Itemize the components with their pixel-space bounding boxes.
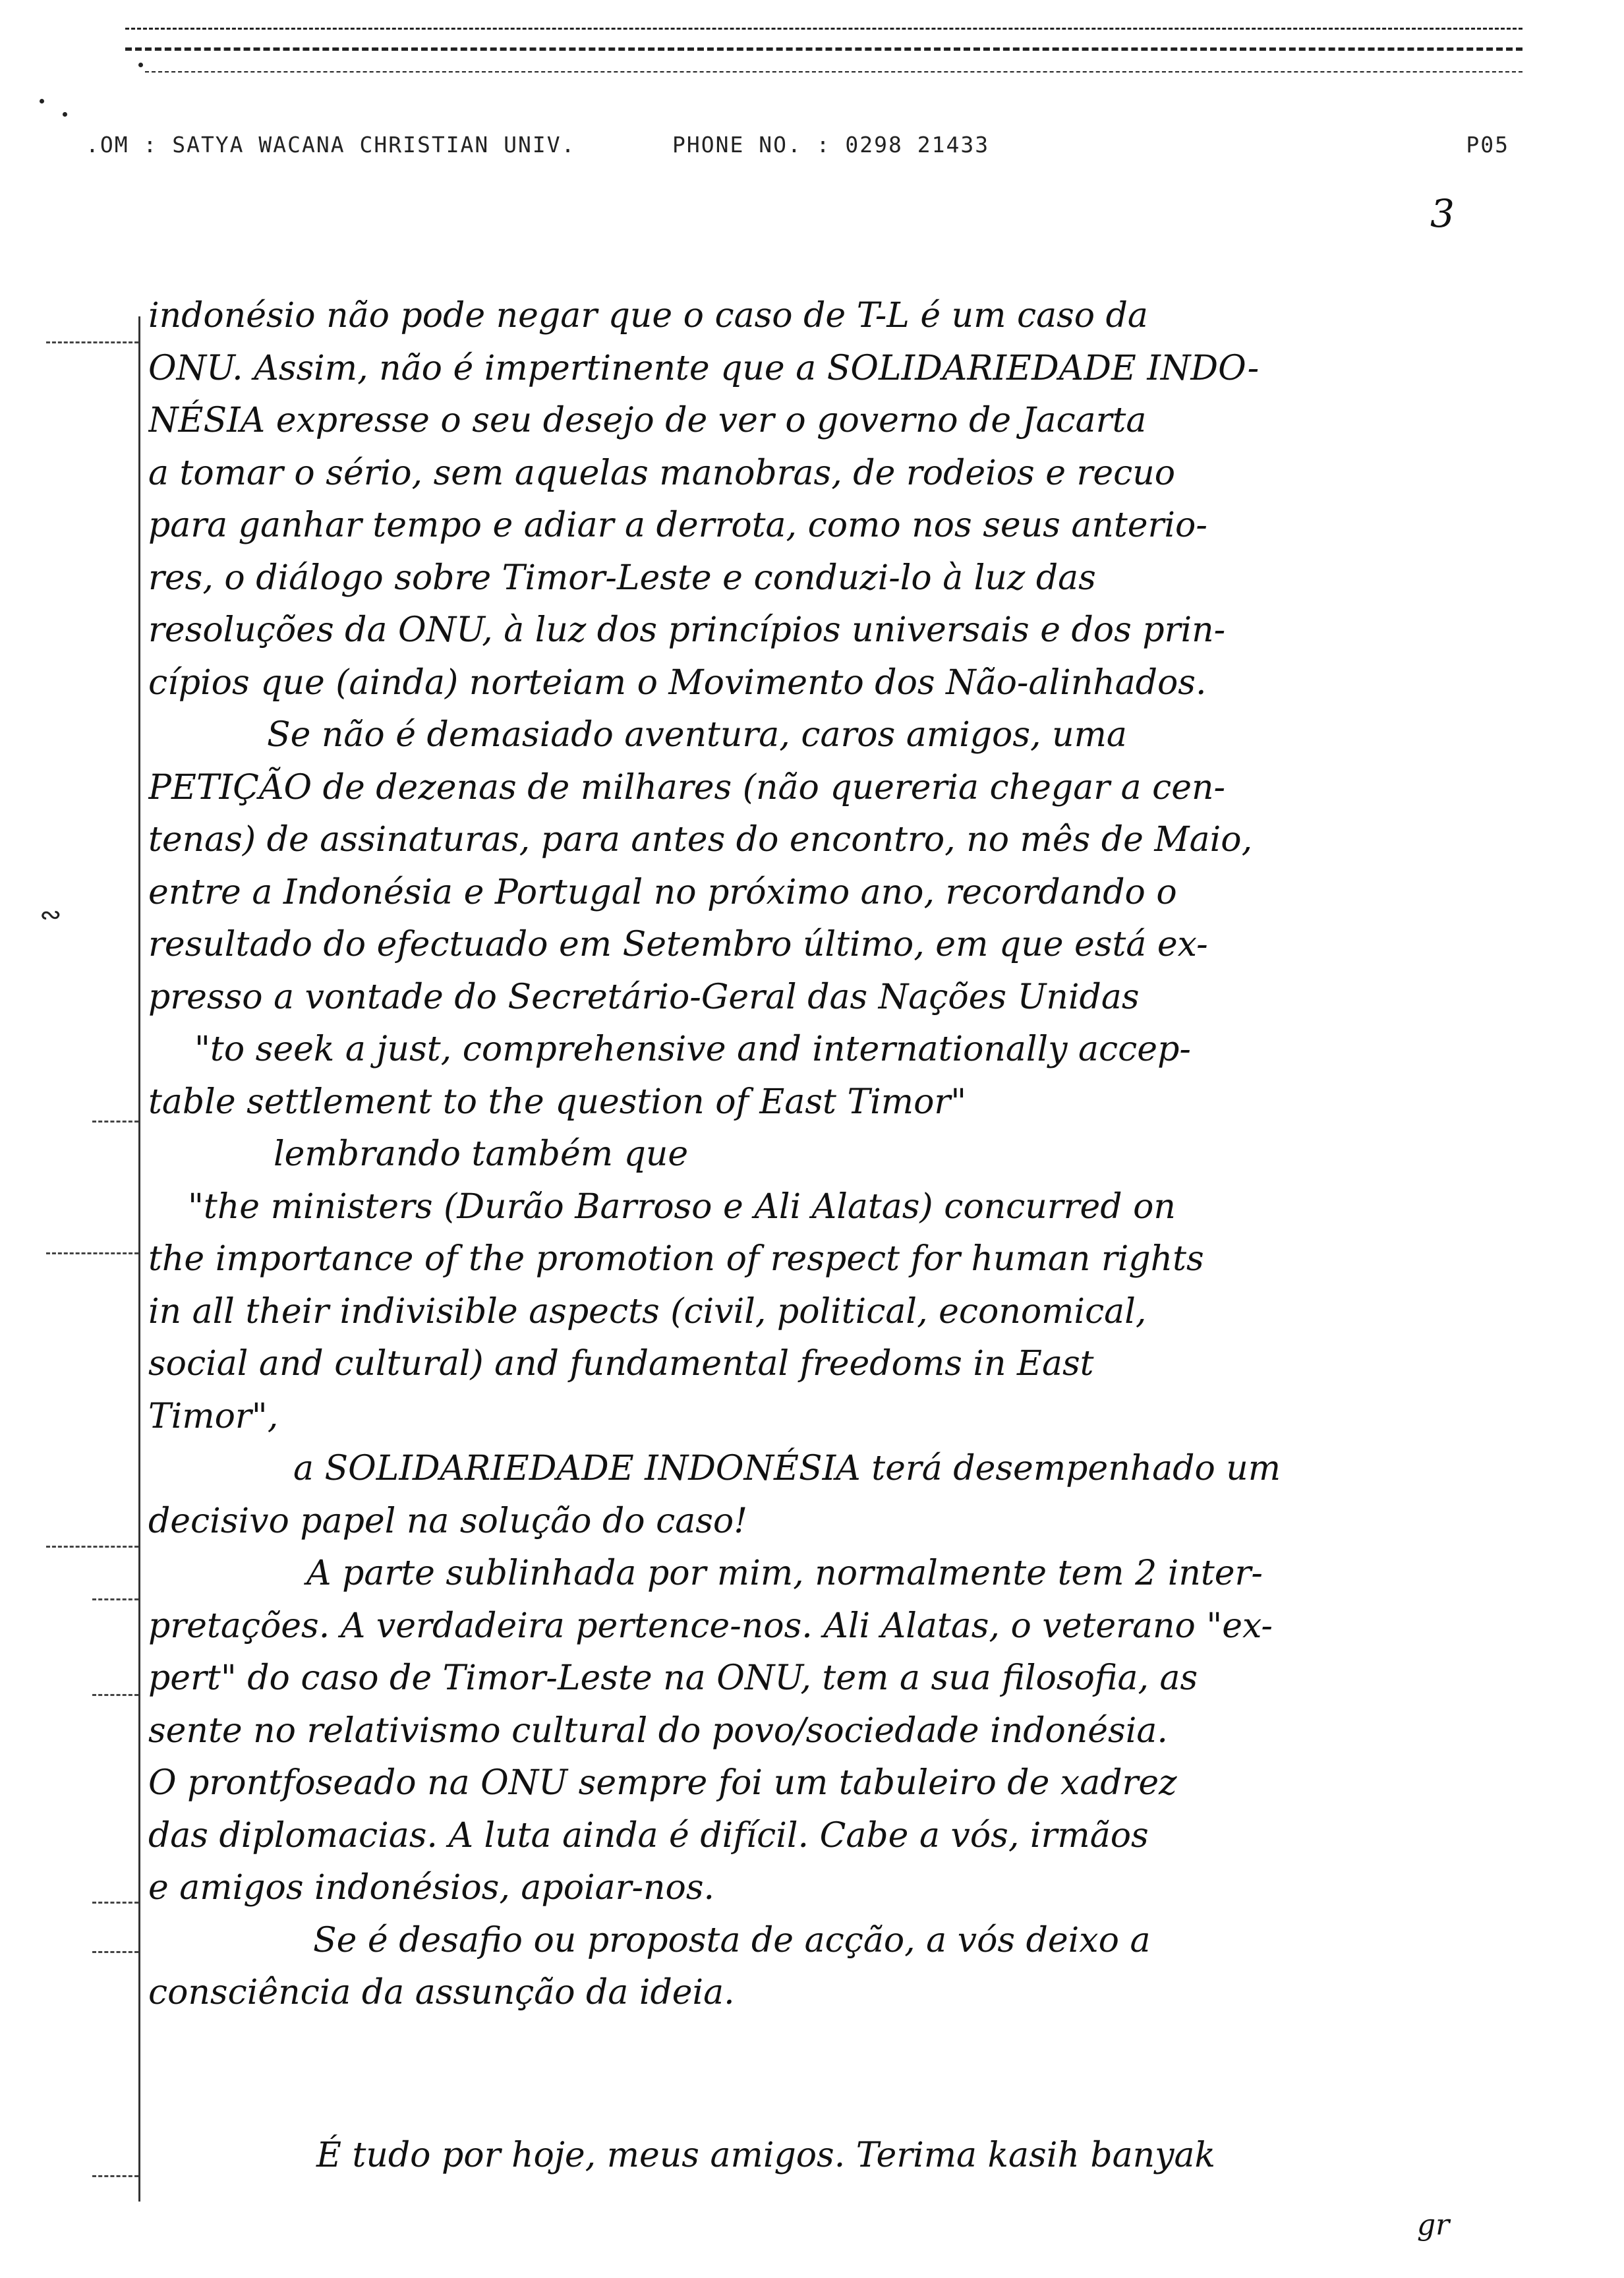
text-line: entre a Indonésia e Portugal no próximo ano, recordando o (148, 872, 1177, 912)
closing-line: É tudo por hoje, meus amigos. Terima kasih banyak (316, 2136, 1216, 2175)
fax-header (86, 132, 1509, 165)
fax-page-indicator: P05 (1466, 132, 1509, 158)
text-line: NÉSIA expresse o seu desejo de ver o governo de Jacarta (148, 401, 1147, 440)
text-line: in all their indivisible aspects (civil, political, economical, (148, 1291, 1147, 1331)
text-line: cípios que (ainda) norteiam o Movimento dos Não-alinhados. (148, 662, 1207, 703)
scan-speck (63, 112, 67, 117)
text-line: sente no relativismo cultural do povo/sociedade indonésia. (148, 1710, 1168, 1751)
text-line: the importance of the promotion of respect for human rights (148, 1239, 1204, 1279)
margin-scribble-icon: ∾ (40, 900, 62, 930)
text-line: pretações. A verdadeira pertence-nos. Ali Alatas, o veterano "ex- (148, 1606, 1273, 1646)
text-line: das diplomacias. A luta ainda é difícil. Cabe a vós, irmãos (148, 1815, 1149, 1855)
text-line: O prontfoseado na ONU sempre foi um tabuleiro de xadrez (148, 1763, 1177, 1803)
text-line: e amigos indonésios, apoiar-nos. (148, 1868, 715, 1908)
text-line: presso a vontade do Secretário-Geral das Nações Unidas (148, 977, 1140, 1017)
text-line: Se é desafio ou proposta de acção, a vós deixo a (313, 1920, 1151, 1960)
handwritten-letter-body (148, 290, 1526, 2020)
text-line: table settlement to the question of East Timor" (148, 1082, 967, 1122)
margin-tick (92, 2175, 138, 2177)
scan-speck (138, 63, 143, 67)
text-line: ONU. Assim, não é impertinente que a SOLIDARIEDADE INDO- (148, 348, 1260, 388)
text-line: resoluções da ONU, à luz dos princípios universais e dos prin- (148, 610, 1226, 650)
fax-phone-number: PHONE NO. : 0298 21433 (672, 132, 990, 158)
margin-tick (46, 341, 138, 343)
text-line: Timor", (148, 1396, 279, 1436)
text-line: resultado do efectuado em Setembro último, em que está ex- (148, 925, 1208, 964)
text-line: "the ministers (Durão Barroso e Ali Alatas) concurred on (188, 1186, 1176, 1227)
text-line: pert" do caso de Timor-Leste na ONU, tem a sua filosofia, as (148, 1658, 1198, 1698)
text-line: indonésio não pode negar que o caso de T-L é um caso da (148, 296, 1148, 336)
handwritten-page-number: 3 (1430, 191, 1455, 236)
margin-tick (92, 1902, 138, 1904)
fax-dashed-line (145, 71, 1522, 73)
margin-tick (46, 1546, 138, 1548)
text-line: social and cultural) and fundamental freedoms in East (148, 1344, 1094, 1384)
handwritten-initials: gr (1417, 2208, 1450, 2242)
text-line: a tomar o sério, sem aquelas manobras, de rodeios e recuo (148, 453, 1176, 493)
margin-tick (92, 1121, 138, 1123)
text-line: A parte sublinhada por mim, normalmente tem 2 inter- (306, 1554, 1263, 1593)
margin-tick (46, 1252, 138, 1254)
text-line: para ganhar tempo e adiar a derrota, como nos seus anterio- (148, 506, 1207, 545)
text-line: res, o diálogo sobre Timor-Leste e conduzi-lo à luz das (148, 558, 1096, 598)
text-line: consciência da assunção da ideia. (148, 1973, 735, 2012)
fax-dashed-line (125, 47, 1522, 51)
fax-sender: .OM : SATYA WACANA CHRISTIAN UNIV. (86, 132, 576, 158)
text-line: decisivo papel na solução do caso! (148, 1501, 748, 1541)
text-line: tenas) de assinaturas, para antes do encontro, no mês de Maio, (148, 820, 1253, 860)
fax-dashed-line (125, 28, 1522, 30)
text-line: PETIÇÃO de dezenas de milhares (não quereria chegar a cen- (148, 767, 1226, 807)
scan-speck (40, 99, 44, 103)
margin-tick (92, 1951, 138, 1953)
margin-tick (92, 1598, 138, 1600)
left-margin-rule (138, 316, 140, 2202)
text-line: "to seek a just, comprehensive and internationally accep- (194, 1030, 1191, 1069)
text-line: a SOLIDARIEDADE INDONÉSIA terá desempenhado um (293, 1449, 1281, 1488)
text-line: lembrando também que (274, 1134, 689, 1174)
text-line: Se não é demasiado aventura, caros amigos, uma (267, 715, 1127, 755)
margin-tick (92, 1694, 138, 1696)
